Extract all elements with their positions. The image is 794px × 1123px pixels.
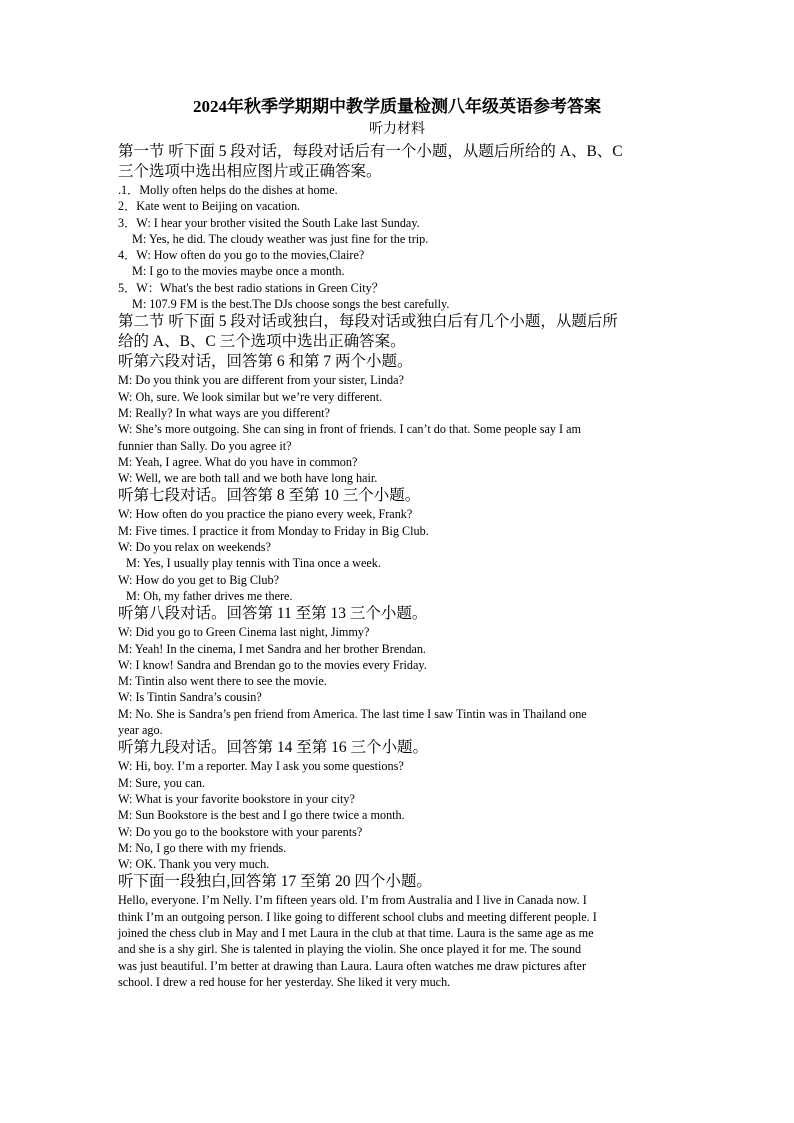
dialog-7: [118, 486, 676, 604]
question-line: 3．W: I hear your brother visited the South Lake last Sunday.: [118, 215, 420, 230]
dialog-line: M: Yeah! In the cinema, I met Sandra and her brother Brendan.: [118, 641, 426, 656]
dialog-line: W: I know! Sandra and Brendan go to the movies every Friday.: [118, 657, 427, 672]
dialog-line: W: Hi, boy. I’m a reporter. May I ask you some questions?: [118, 759, 404, 774]
monologue: [118, 872, 676, 990]
dialog-line: funnier than Sally. Do you agree it?: [118, 438, 292, 453]
document-subtitle: 听力材料: [369, 122, 425, 137]
section-2: [118, 312, 676, 352]
monologue-line: joined the chess club in May and I met Laura in the club at that time. Laura is the same age as me: [118, 925, 594, 940]
dialog-line: W: She’s more outgoing. She can sing in front of friends. I can’t do that. Some people say I am: [118, 422, 582, 437]
section-1-heading-line: 第一节 听下面 5 段对话，每段对话后有一个小题，从题后所给的 A、B、C: [118, 143, 623, 160]
document-title: 2024年秋季学期期中教学质量检测八年级英语参考答案: [193, 97, 601, 116]
question-line: 5．W：What's the best radio stations in Green City？: [118, 280, 384, 295]
dialog-7-heading: 听第七段对话。回答第 8 至第 10 三个小题。: [118, 487, 421, 505]
question-line: M: 107.9 FM is the best.The DJs choose songs the best carefully.: [132, 297, 450, 312]
dialog-line: M: Tintin also went there to see the movie.: [118, 674, 327, 689]
dialog-8: [118, 604, 676, 738]
listening-material: [118, 142, 676, 990]
dialog-line: W: How often do you practice the piano every week, Frank?: [118, 507, 413, 522]
section-1: [118, 142, 676, 312]
question-line: 4．W: How often do you go to the movies,Claire?: [118, 248, 365, 263]
dialog-line: W: Is Tintin Sandra’s cousin?: [118, 690, 262, 705]
monologue-line: Hello, everyone. I’m Nelly. I’m fifteen years old. I’m from Australia and I live in Canada now. I: [118, 893, 587, 908]
dialog-line: M: No, I go there with my friends.: [118, 840, 287, 855]
dialog-line: M: Oh, my father drives me there.: [126, 588, 293, 603]
question-line: M: I go to the movies maybe once a month.: [132, 264, 345, 279]
monologue-line: was just beautiful. I’m better at drawing than Laura. Laura often watches me draw pictures after: [118, 958, 587, 973]
dialog-6-heading: 听第六段对话，回答第 6 和第 7 两个小题。: [118, 353, 413, 371]
dialog-line: W: OK. Thank you very much.: [118, 857, 270, 872]
dialog-line: W: How do you get to Big Club?: [118, 572, 280, 587]
monologue-line: school. I drew a red house for her yesterday. She liked it very much.: [118, 974, 451, 989]
dialog-line: M: Yeah, I agree. What do you have in common?: [118, 454, 358, 469]
dialog-line: W: Did you go to Green Cinema last night, Jimmy?: [118, 625, 370, 640]
dialog-line: M: Really? In what ways are you different?: [118, 405, 330, 420]
dialog-line: W: Do you go to the bookstore with your parents?: [118, 824, 363, 839]
dialog-line: W: Well, we are both tall and we both have long hair.: [118, 471, 378, 486]
dialog-6: [118, 352, 676, 486]
dialog-line: W: Do you relax on weekends?: [118, 540, 271, 555]
monologue-line: and she is a shy girl. She is talented in playing the violin. She once played it for me. The sound: [118, 942, 582, 957]
dialog-line: M: Sun Bookstore is the best and I go there twice a month.: [118, 808, 405, 823]
dialog-9-heading: 听第九段对话。回答第 14 至第 16 三个小题。: [118, 739, 429, 757]
question-line: M: Yes, he did. The cloudy weather was just fine for the trip.: [132, 231, 429, 246]
question-line: 2．Kate went to Beijing on vacation.: [118, 199, 301, 214]
monologue-line: think I’m an outgoing person. I like going to different school clubs and meeting different people. I: [118, 909, 597, 924]
dialog-line: M: Sure, you can.: [118, 775, 205, 790]
section-2-heading-line: 给的 A、B、C 三个选项中选出正确答案。: [118, 333, 406, 351]
question-line: .1．Molly often helps do the dishes at home.: [118, 183, 338, 197]
dialog-line: W: Oh, sure. We look similar but we’re very different.: [118, 389, 383, 404]
dialog-8-heading: 听第八段对话。回答第 11 至第 13 三个小题。: [118, 605, 428, 623]
dialog-line: M: Five times. I practice it from Monday to Friday in Big Club.: [118, 523, 429, 538]
dialog-line: year ago.: [118, 723, 163, 738]
monologue-heading: 听下面一段独白,回答第 17 至第 20 四个小题。: [118, 873, 432, 891]
dialog-9: [118, 738, 676, 872]
section-2-heading-line: 第二节 听下面 5 段对话或独白，每段对话或独白后有几个小题，从题后所: [118, 313, 618, 331]
dialog-line: M: Yes, I usually play tennis with Tina once a week.: [126, 556, 381, 571]
dialog-line: W: What is your favorite bookstore in your city?: [118, 791, 355, 806]
dialog-line: M: No. She is Sandra’s pen friend from America. The last time I saw Tintin was in Thailand one: [118, 706, 587, 721]
section-1-heading-line: 三个选项中选出相应图片或正确答案。: [118, 163, 382, 180]
dialog-line: M: Do you think you are different from your sister, Linda?: [118, 373, 404, 388]
